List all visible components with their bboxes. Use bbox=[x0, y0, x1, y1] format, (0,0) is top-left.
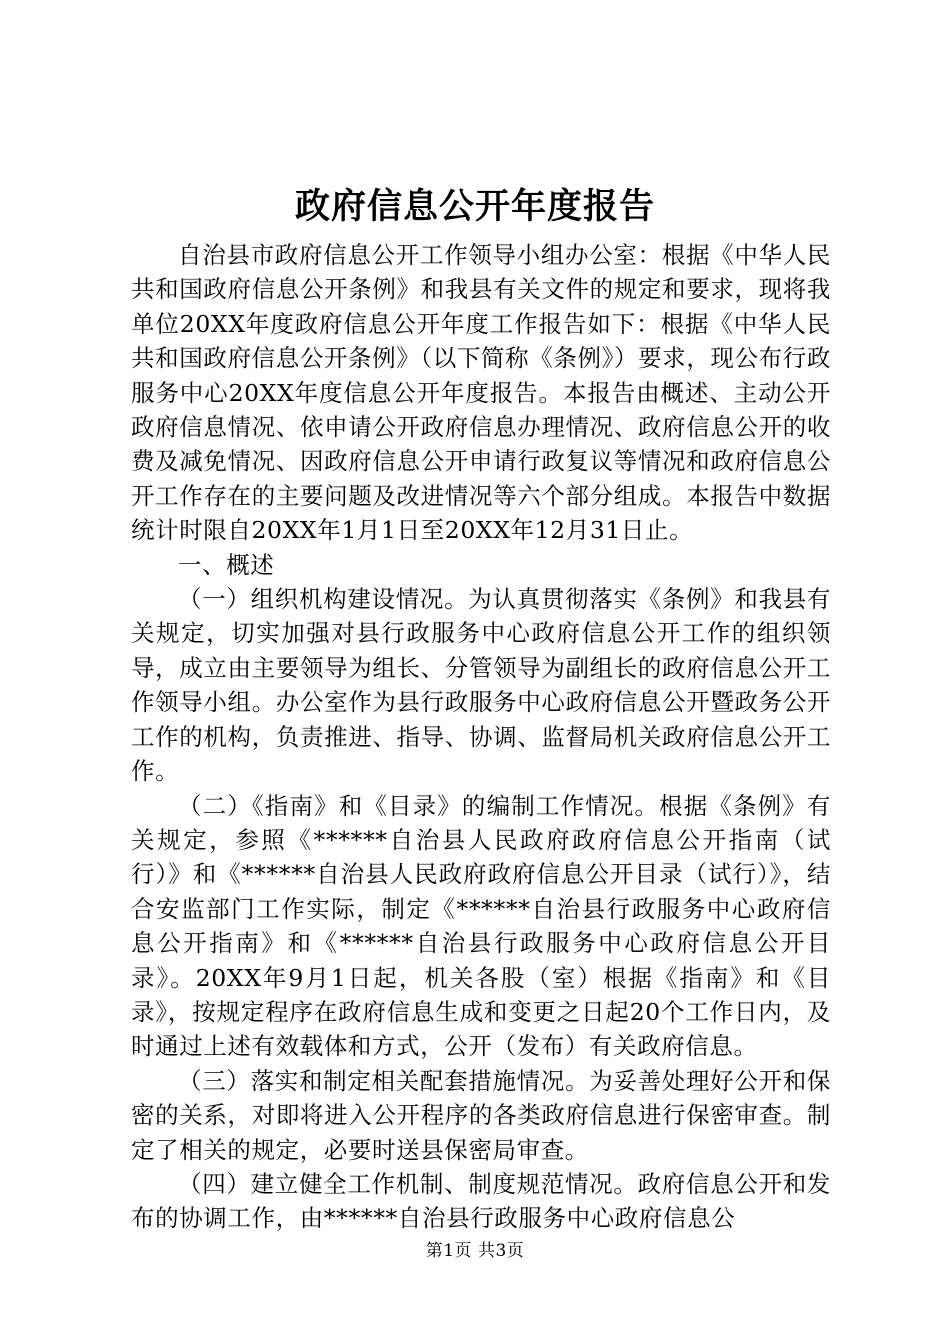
paragraph-guide-catalog: （二）《指南》和《目录》的编制工作情况。根据《条例》有关规定，参照《******自治县人民政府政府信息公开指南（试行）》和《******自治县人民政府政府信息公开目录（试行）》，结合安监部门工作实际，制定《******自治县行政服务中心政府信息公开指南》和《******自治县行政服务中心政府信息公开目录》。20XX年9月1日起，机关各股（室）根据《指南》和《目录》，按规定程序在政府信息生成和变更之日起20个工作日内，及时通过上述有效载体和方式，公开（发布）有关政府信息。 bbox=[131, 791, 831, 1061]
paragraph-mechanism: （四）建立健全工作机制、制度规范情况。政府信息公开和发布的协调工作，由******自治县行政服务中心政府信息公 bbox=[131, 1169, 831, 1233]
page-footer: 第1页 共3页 bbox=[425, 1241, 525, 1261]
intro-paragraph: 自治县市政府信息公开工作领导小组办公室：根据《中华人民共和国政府信息公开条例》和我县有关文件的规定和要求，现将我单位20XX年度政府信息公开年度工作报告如下：根据《中华人民共和国政府信息公开条例》（以下简称《条例》）要求，现公布行政服务中心20XX年度信息公开年度报告。本报告由概述、主动公开政府信息情况、依申请公开政府信息办理情况、政府信息公开的收费及减免情况、因政府信息公开申请行政复议等情况和政府信息公开工作存在的主要问题及改进情况等六个部分组成。本报告中数据统计时限自20XX年1月1日至20XX年12月31日止。 bbox=[131, 241, 831, 545]
document-body bbox=[131, 238, 831, 1236]
section-heading-overview: 一、概述 bbox=[178, 550, 275, 579]
document-title: 政府信息公开年度报告 bbox=[294, 186, 655, 227]
paragraph-organization: （一）组织机构建设情况。为认真贯彻落实《条例》和我县有关规定，切实加强对县行政服务中心政府信息公开工作的组织领导，成立由主要领导为组长、分管领导为副组长的政府信息公开工作领导小组。办公室作为县行政服务中心政府信息公开暨政务公开工作的机构，负责推进、指导、协调、监督局机关政府信息公开工作。 bbox=[131, 585, 831, 786]
paragraph-measures: （三）落实和制定相关配套措施情况。为妥善处理好公开和保密的关系，对即将进入公开程序的各类政府信息进行保密审查。制定了相关的规定，必要时送县保密局审查。 bbox=[131, 1066, 831, 1164]
